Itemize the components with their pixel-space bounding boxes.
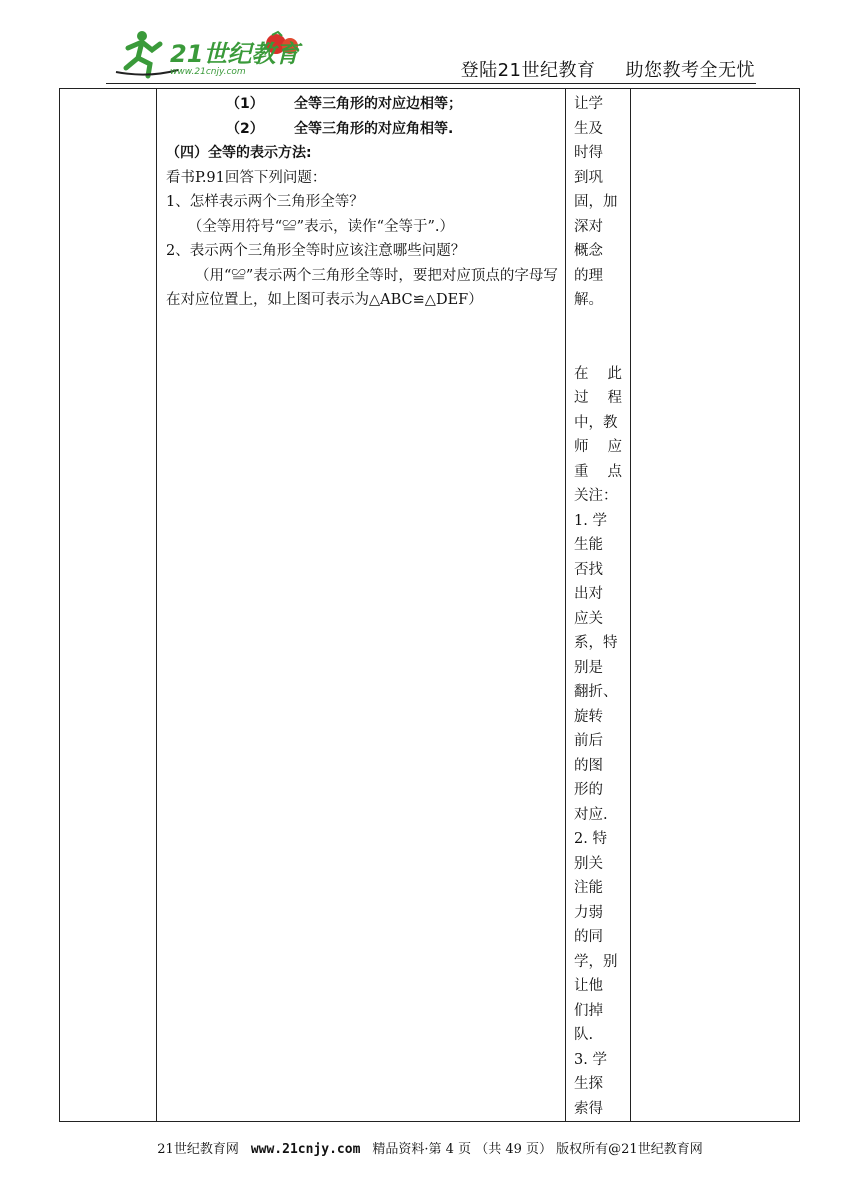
note-char: 过 — [574, 390, 589, 406]
note-line: 前后 — [574, 733, 603, 749]
note-line: 旋转 — [574, 708, 603, 725]
note-line: 队. — [574, 1027, 594, 1043]
site-logo — [108, 26, 308, 82]
note-line: 固，加 — [574, 194, 618, 210]
note-spacer — [574, 313, 627, 362]
note-char: 重 — [574, 463, 589, 480]
answer-1: （全等用符号“≌”表示，读作“全等于”.） — [187, 218, 455, 235]
note-line: 的理 — [574, 267, 603, 284]
note-line: 关注： — [574, 488, 618, 504]
note-line: 们掉 — [574, 1002, 603, 1019]
lesson-table — [59, 88, 800, 1122]
note-line: 中，教 — [574, 414, 618, 431]
point-1: （1） 全等三角形的对应边相等； — [226, 96, 462, 112]
note-line: 力弱 — [574, 904, 603, 921]
slogan-left: 登陆21世纪教育 — [460, 60, 596, 81]
note-line: 学，别 — [574, 953, 618, 970]
teacher-notes — [566, 89, 631, 1121]
note-line: 生及 — [574, 120, 603, 137]
note-line: 别是 — [574, 659, 603, 676]
note-line: 2. 特 — [574, 831, 607, 847]
footer-site: www.21cnjy.com — [250, 1142, 361, 1157]
answer-2: （用“≌”表示两个三角形全等时，要把对应顶点的字母写在对应位置上，如上图可表示为△ABC≌△DEF） — [166, 267, 558, 308]
section-title: （四）全等的表示方法: — [166, 145, 312, 161]
note-line: 3. 学 — [574, 1051, 607, 1068]
logo-url: www.21cnjy.com — [170, 67, 246, 77]
question-1: 1、怎样表示两个三角形全等？ — [166, 194, 364, 210]
footer-left: 21世纪教育网 — [157, 1142, 239, 1157]
footer-right: 精品资料·第 4 页 （共 49 页） 版权所有@21世纪教育网 — [372, 1142, 703, 1157]
note-line: 深对 — [574, 218, 603, 235]
note-char: 师 — [574, 439, 589, 455]
note-line: 生探 — [574, 1076, 603, 1092]
note-line: 对应. — [574, 806, 608, 823]
note-line: 让学 — [574, 96, 603, 112]
note-line: 解。 — [574, 292, 603, 308]
note-line: 让他 — [574, 978, 603, 994]
logo-text: 21世纪教育 — [170, 40, 300, 68]
note-line — [574, 386, 622, 411]
table-cell-blank-left — [60, 89, 157, 1122]
note-line: 索得 — [574, 1100, 603, 1117]
note-line: 系，特 — [574, 635, 618, 651]
table-cell-notes — [566, 89, 631, 1122]
intro-line: 看书P.91回答下列问题： — [166, 169, 327, 186]
header-slogan — [461, 56, 755, 82]
page-footer — [0, 1138, 860, 1157]
note-line: 应关 — [574, 610, 603, 627]
note-char: 程 — [607, 390, 622, 406]
note-line: 的同 — [574, 929, 603, 945]
note-line: 生能 — [574, 537, 603, 553]
question-2: 2、表示两个三角形全等时应该注意哪些问题？ — [166, 243, 466, 259]
note-line — [574, 460, 622, 485]
note-char: 应 — [607, 439, 622, 455]
note-char: 在 — [574, 365, 589, 382]
point-2: （2） 全等三角形的对应角相等. — [226, 120, 454, 137]
note-line — [574, 362, 622, 387]
table-cell-blank-right — [631, 89, 800, 1122]
note-char: 点 — [607, 463, 622, 480]
note-line: 1. 学 — [574, 512, 607, 529]
table-cell-content — [157, 89, 566, 1122]
note-line: 否找 — [574, 561, 603, 578]
note-line: 到巩 — [574, 169, 603, 186]
note-line: 出对 — [574, 586, 603, 602]
note-line: 概念 — [574, 243, 603, 259]
slogan-right: 助您教考全无忧 — [625, 60, 755, 81]
note-char: 此 — [607, 365, 622, 382]
note-line: 别关 — [574, 855, 603, 872]
note-line: 时得 — [574, 145, 603, 161]
header-divider — [106, 83, 756, 84]
note-line: 注能 — [574, 880, 603, 896]
note-line — [574, 435, 622, 460]
note-line: 形的 — [574, 782, 603, 798]
note-line: 翻折、 — [574, 684, 618, 700]
note-line: 的图 — [574, 757, 603, 774]
